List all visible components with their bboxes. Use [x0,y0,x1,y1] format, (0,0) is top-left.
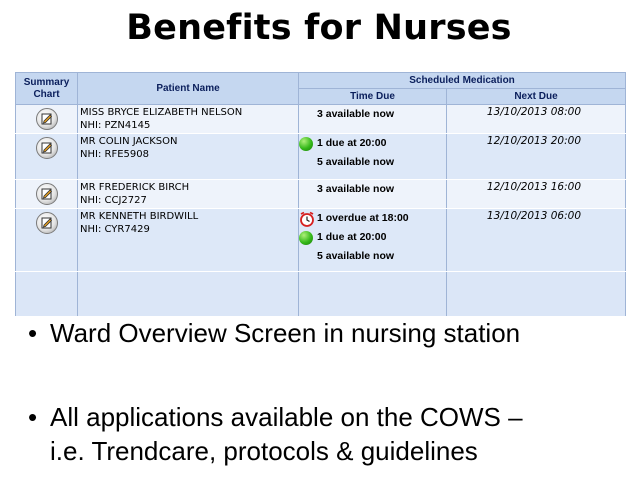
medication-status[interactable] [299,247,446,266]
next-due-cell [447,105,626,134]
summary-chart-cell [16,180,78,209]
patient-nhi: NHI: CCJ2727 [80,195,147,206]
time-due-cell [299,209,447,272]
scheduled-medication-header: Scheduled Medication [299,73,626,89]
summary-chart-icon[interactable] [36,108,58,130]
patient-nhi: NHI: RFE5908 [80,149,149,160]
patient-name[interactable]: MR KENNETH BIRDWILL [80,211,199,222]
bullet-icon: • [28,318,38,348]
table-row[interactable] [16,105,626,134]
patient-name-header[interactable]: Patient Name [78,73,299,105]
next-due-header[interactable]: Next Due [447,89,626,105]
bullet-text: All applications available on the COWS – [50,402,523,432]
medication-status-text: 1 due at 20:00 [317,137,387,149]
table-row[interactable] [16,209,626,272]
bullet-text: Ward Overview Screen in nursing station [50,318,521,348]
next-due-value: 13/10/2013 06:00 [486,210,582,222]
table-empty-area [16,272,626,317]
next-due-cell [447,180,626,209]
patient-name[interactable]: MR COLIN JACKSON [80,136,178,147]
patient-nhi: NHI: PZN4145 [80,120,151,131]
patient-name-cell[interactable] [78,209,299,272]
medication-status[interactable] [299,153,446,172]
patient-name-cell[interactable] [78,105,299,134]
time-due-cell [299,180,447,209]
ward-overview-table [15,72,626,316]
next-due-cell [447,209,626,272]
medication-status-text: 1 due at 20:00 [317,231,387,243]
next-due-cell [447,134,626,180]
summary-chart-icon[interactable] [36,137,58,159]
table-row[interactable] [16,180,626,209]
green-dot-icon [299,137,313,151]
time-due-cell [299,105,447,134]
green-dot-icon [299,231,313,245]
medication-status[interactable] [299,228,446,247]
ward-overview-screen [15,72,625,282]
medication-status[interactable] [299,105,446,124]
patient-nhi: NHI: CYR7429 [80,224,150,235]
time-due-header[interactable]: Time Due [299,89,447,105]
summary-chart-icon[interactable] [36,183,58,205]
summary-chart-cell [16,134,78,180]
patient-name[interactable]: MR FREDERICK BIRCH [80,182,190,193]
summary-chart-header[interactable]: Summary Chart [16,73,78,105]
slide-title: Benefits for Nurses [126,8,512,48]
medication-status[interactable] [299,180,446,199]
bullet-text: i.e. Trendcare, protocols & guidelines [50,436,478,466]
summary-chart-icon[interactable] [36,212,58,234]
time-due-cell [299,134,447,180]
medication-status-text: 3 available now [317,108,395,120]
medication-status[interactable] [299,134,446,153]
medication-status-text: 3 available now [317,183,395,195]
next-due-value: 12/10/2013 20:00 [486,135,582,147]
patient-name-cell[interactable] [78,134,299,180]
medication-status-text: 1 overdue at 18:00 [317,212,409,224]
table-row[interactable] [16,134,626,180]
next-due-value: 12/10/2013 16:00 [486,181,582,193]
medication-status-text: 5 available now [317,156,395,168]
medication-status-text: 5 available now [317,250,395,262]
bullet-icon: • [28,402,38,432]
summary-chart-cell [16,209,78,272]
patient-name-cell[interactable] [78,180,299,209]
patient-name[interactable]: MISS BRYCE ELIZABETH NELSON [80,107,243,118]
summary-chart-cell [16,105,78,134]
medication-status[interactable] [299,209,446,228]
next-due-value: 13/10/2013 08:00 [486,106,582,118]
